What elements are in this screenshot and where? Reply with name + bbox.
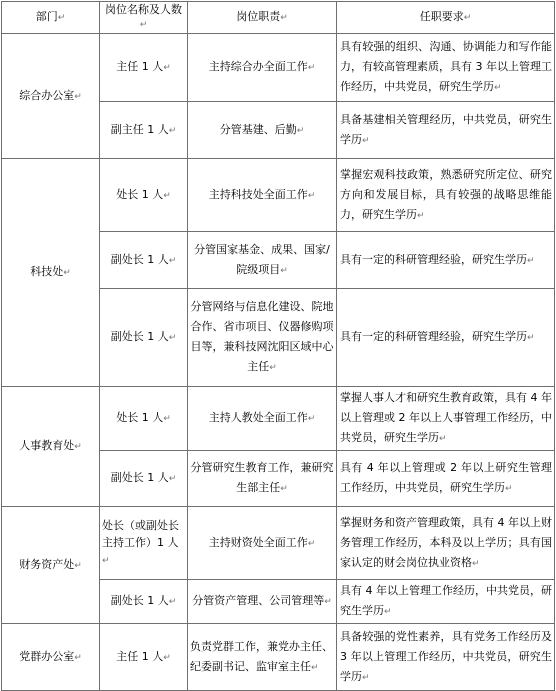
position-cell: 处长 1 人↵ <box>100 159 188 232</box>
header-duty: 岗位职责↵ <box>188 2 337 34</box>
job-requirements-table <box>1 1 555 691</box>
duty-cell: 主持财资处全面工作↵ <box>188 507 337 580</box>
position-cell: 副主任 1 人↵ <box>100 102 188 159</box>
duty-cell: 负责党群工作，兼党办主任、纪委副书记、监审室主任↵ <box>188 624 337 691</box>
requirement-cell: 具备较强的党性素养，具有党务工作经历及 3 年以上管理工作经历，中共党员，研究生学历↵ <box>337 624 555 691</box>
requirement-cell: 具有一定的科研管理经验，研究生学历↵ <box>337 289 555 387</box>
requirement-cell: 掌握宏观科技政策，熟悉研究所定位、研究方向和发展目标，具有较强的战略思维能力，研究生学历↵ <box>337 159 555 232</box>
table-row <box>2 159 555 232</box>
position-cell: 副处长 1 人↵ <box>100 580 188 624</box>
table-row <box>2 624 555 691</box>
department-cell: 人事教育处↵ <box>2 387 100 507</box>
requirement-cell: 具有一定的科研管理经验，研究生学历↵ <box>337 232 555 289</box>
duty-cell: 分管资产管理、公司管理等↵ <box>188 580 337 624</box>
duty-cell: 分管研究生教育工作，兼研究生部主任↵ <box>188 451 337 507</box>
requirement-cell: 掌握人事人才和研究生教育政策，具有 4 年以上管理或 2 年以上人事管理工作经历，中共党员，研究生学历↵ <box>337 387 555 451</box>
department-cell: 综合办公室↵ <box>2 34 100 159</box>
duty-cell: 主持综合办全面工作↵ <box>188 34 337 102</box>
position-cell: 主任 1 人↵ <box>100 624 188 691</box>
position-cell: 副处长 1 人↵ <box>100 289 188 387</box>
header-row <box>2 2 555 34</box>
header-position: 岗位名称及人数↵ <box>100 2 188 34</box>
header-requirement: 任职要求↵ <box>337 2 555 34</box>
duty-cell: 分管基建、后勤↵ <box>188 102 337 159</box>
position-cell: 主任 1 人↵ <box>100 34 188 102</box>
table-row <box>2 387 555 451</box>
header-department: 部门↵ <box>2 2 100 34</box>
position-cell: 处长（或副处长主持工作）1 人↵ <box>100 507 188 580</box>
requirement-cell: 具备基建相关管理经历，中共党员，研究生学历↵ <box>337 102 555 159</box>
duty-cell: 分管国家基金、成果、国家/院级项目↵ <box>188 232 337 289</box>
requirement-cell: 具有较强的组织、沟通、协调能力和写作能力，有较高管理素质，具有 3 年以上管理工作经历，中共党员，研究生学历↵ <box>337 34 555 102</box>
requirement-cell: 具有 4 年以上管理工作经历，中共党员，研究生学历↵ <box>337 580 555 624</box>
department-cell: 财务资产处↵ <box>2 507 100 624</box>
duty-cell: 分管网络与信息化建设、院地合作、省市项目、仪器修购项目等，兼科技网沈阳区域中心主任↵ <box>188 289 337 387</box>
position-cell: 副处长 1 人↵ <box>100 232 188 289</box>
department-cell: 科技处↵ <box>2 159 100 387</box>
requirement-cell: 具有 4 年以上管理或 2 年以上研究生管理工作经历，中共党员，研究生学历↵ <box>337 451 555 507</box>
department-cell: 党群办公室↵ <box>2 624 100 691</box>
duty-cell: 主持科技处全面工作↵ <box>188 159 337 232</box>
table-row <box>2 34 555 102</box>
duty-cell: 主持人教处全面工作↵ <box>188 387 337 451</box>
position-cell: 处长 1 人↵ <box>100 387 188 451</box>
requirement-cell: 掌握财务和资产管理政策，具有 4 年以上财务管理工作经历，本科及以上学历；具有国家认定的财会岗位执业资格↵ <box>337 507 555 580</box>
table-row <box>2 507 555 580</box>
position-cell: 副处长 1 人↵ <box>100 451 188 507</box>
